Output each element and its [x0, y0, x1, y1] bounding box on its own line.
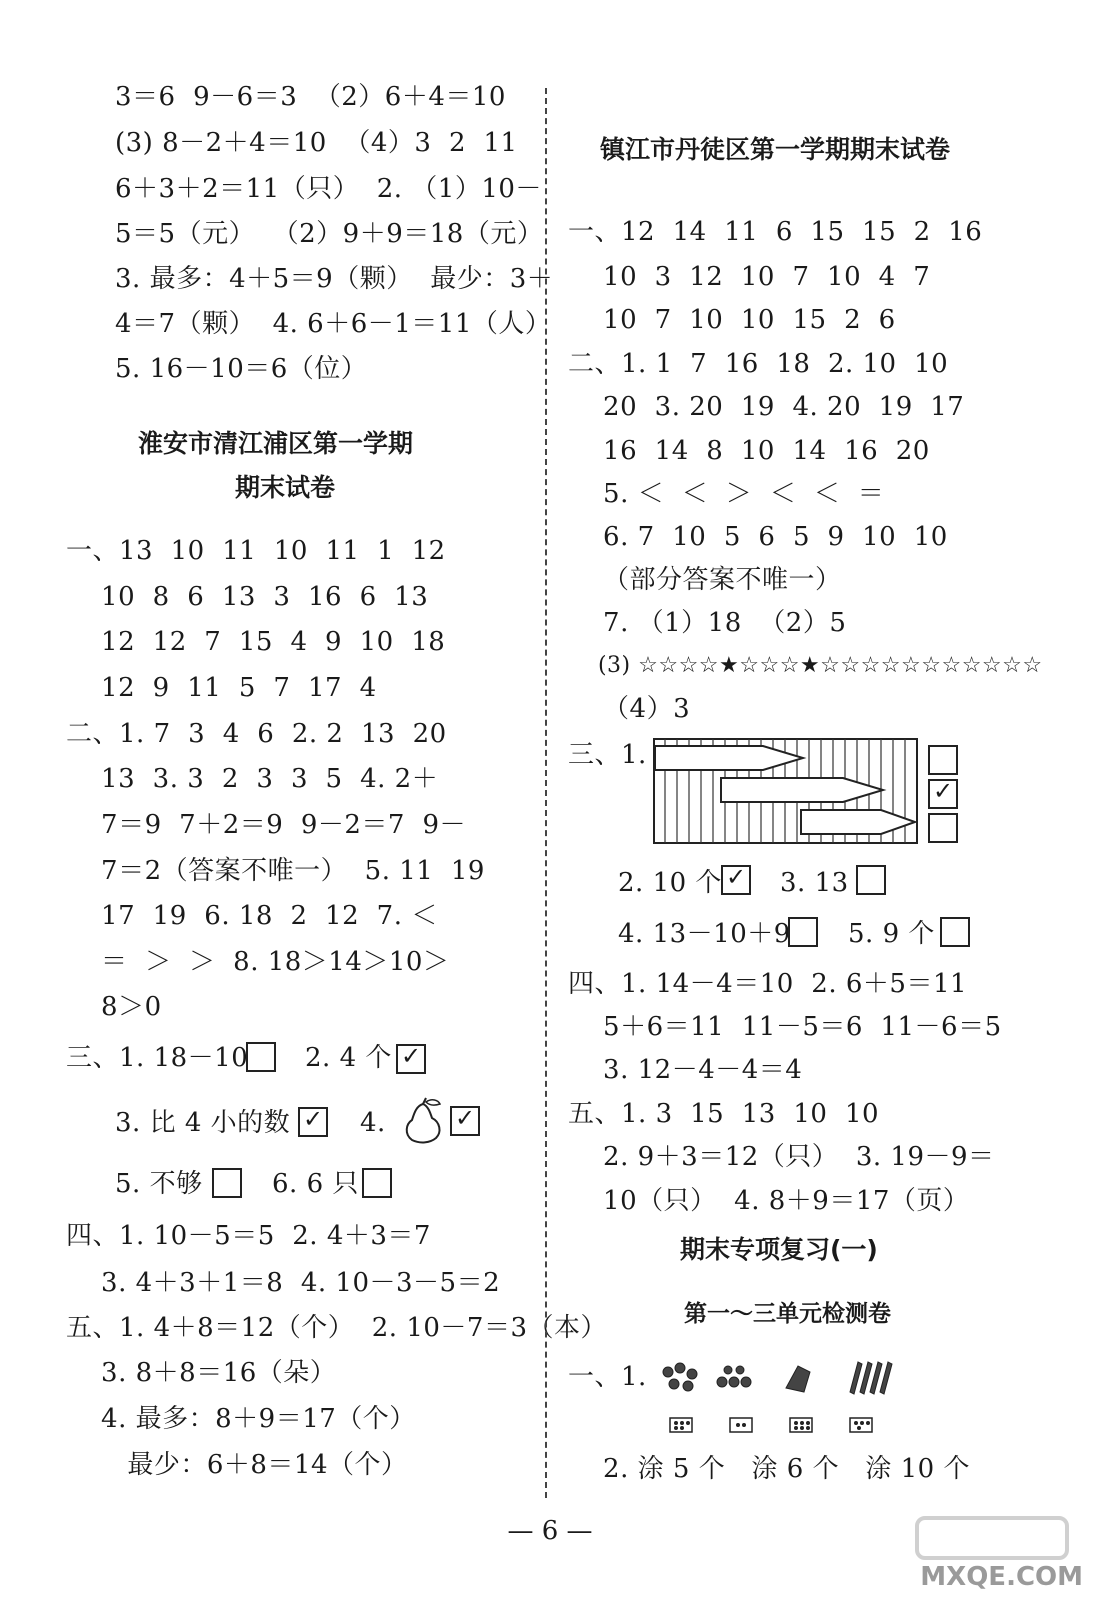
answer-line: 5. 16－10＝6（位）: [115, 354, 368, 384]
answer-line: 3. 12－4－4＝4: [568, 1055, 803, 1085]
answer-line: 13 3. 3 2 3 3 5 4. 2＋: [66, 764, 439, 794]
answer-line: 4＝7（颗） 4. 6＋6－1＝11（人）: [115, 309, 552, 339]
answer-line: 2. 9＋3＝12（只） 3. 19－9＝: [568, 1142, 995, 1172]
checked-box: [928, 779, 958, 809]
answer-line: 3. 4＋3＋1＝8 4. 10－3－5＝2: [66, 1268, 501, 1298]
pear-icon: [398, 1096, 448, 1144]
answer-line: 6. 7 10 5 6 5 9 10 10: [568, 522, 948, 552]
checked-box: [298, 1107, 328, 1137]
answer-line: 4. 13－10＋9: [618, 919, 791, 949]
answer-line: 16 14 8 10 14 16 20: [568, 436, 930, 466]
answer-box: [212, 1168, 242, 1198]
answer-line: （部分答案不唯一）: [568, 565, 842, 595]
review-title: 期末专项复习(一): [680, 1235, 878, 1264]
answer-line: 三、1.: [568, 740, 647, 770]
answer-line: 10（只） 4. 8＋9＝17（页）: [568, 1186, 970, 1216]
answer-box: [788, 917, 818, 947]
answer-line: 2. 10 个: [618, 868, 722, 898]
answer-line: 10 7 10 10 15 2 6: [568, 305, 896, 335]
section-title: 淮安市清江浦区第一学期: [138, 429, 414, 458]
answer-line: 7. （1）18 （2）5: [568, 608, 847, 638]
answer-box: [928, 813, 958, 843]
answer-line: 3. 8＋8＝16（朵）: [66, 1358, 337, 1388]
answer-line: 4. 最多：8＋9＝17（个）: [66, 1404, 416, 1434]
answer-line: 5. ＜ ＜ ＞ ＜ ＜ ＝: [568, 479, 885, 509]
answer-line: 3＝6 9－6＝3 （2）6＋4＝10: [115, 82, 506, 112]
answer-line: (3) ☆☆☆☆★☆☆☆★☆☆☆☆☆☆☆☆☆☆☆: [568, 653, 1043, 678]
answer-line: 6＋3＋2＝11（只） 2. （1）10－: [115, 174, 542, 204]
checked-box: [396, 1044, 426, 1074]
answer-line: 3. 最多：4＋5＝9（颗） 最少：3＋: [115, 264, 554, 294]
counting-pictures: [658, 1358, 898, 1398]
answer-line: 17 19 6. 18 2 12 7. ＜: [66, 901, 438, 931]
pencil-comparison-figure: [653, 738, 923, 848]
answer-line: 二、1. 7 3 4 6 2. 2 13 20: [66, 719, 447, 749]
answer-line: 7＝9 7＋2＝9 9－2＝7 9－: [66, 810, 467, 840]
answer-line: 五、1. 4＋8＝12（个） 2. 10－7＝3（本）: [66, 1313, 608, 1343]
checked-box: [721, 865, 751, 895]
answer-box: [928, 745, 958, 775]
answer-box: [856, 865, 886, 895]
answer-line: 2. 涂 5 个 涂 6 个 涂 10 个: [568, 1454, 970, 1484]
answer-line: 5＝5（元） （2）9＋9＝18（元）: [115, 219, 544, 249]
checked-box: [450, 1106, 480, 1136]
unit-title: 第一～三单元检测卷: [684, 1301, 891, 1327]
answer-line: 12 9 11 5 7 17 4: [66, 673, 377, 703]
answer-line: 12 12 7 15 4 9 10 18: [66, 627, 446, 657]
section-title: 镇江市丹徒区第一学期期末试卷: [600, 135, 951, 164]
answer-line: ＝ ＞ ＞ 8. 18＞14＞10＞: [66, 947, 450, 977]
answer-line: （4）3: [568, 694, 691, 724]
dot-cards: [668, 1416, 888, 1438]
answer-line: 四、1. 10－5＝5 2. 4＋3＝7: [66, 1221, 431, 1251]
answer-line: (3) 8－2＋4＝10 （4）3 2 11: [115, 128, 518, 158]
answer-line: 3. 13: [780, 868, 849, 898]
answer-line: 5. 9 个: [848, 919, 935, 949]
answer-line: 四、1. 14－4＝10 2. 6＋5＝11: [568, 969, 968, 999]
answer-line: 一、12 14 11 6 15 15 2 16: [568, 217, 983, 247]
column-divider: [545, 88, 547, 1498]
answer-line: 8＞0: [66, 992, 162, 1022]
answer-line: 5＋6＝11 11－5＝6 11－6＝5: [568, 1012, 1002, 1042]
answer-line: 7＝2（答案不唯一） 5. 11 19: [66, 856, 485, 886]
answer-line: 20 3. 20 19 4. 20 19 17: [568, 392, 965, 422]
section-subtitle: 期末试卷: [235, 473, 336, 502]
answer-box: [940, 917, 970, 947]
answer-box: [362, 1168, 392, 1198]
watermark-text: MXQE.COM: [920, 1562, 1083, 1592]
answer-line: 3. 比 4 小的数: [115, 1108, 291, 1138]
answer-line: 6. 6 只: [272, 1169, 359, 1199]
answer-line: 最少：6＋8＝14（个）: [66, 1450, 408, 1480]
answer-line: 五、1. 3 15 13 10 10: [568, 1099, 880, 1129]
page-number: — 6 —: [507, 1516, 593, 1546]
answer-line: 10 8 6 13 3 16 6 13: [66, 582, 429, 612]
answer-line: 2. 4 个: [305, 1043, 392, 1073]
answer-line: 一、1.: [568, 1362, 647, 1392]
answer-line: 一、13 10 11 10 11 1 12: [66, 536, 446, 566]
answer-line: 10 3 12 10 7 10 4 7: [568, 262, 931, 292]
answer-line: 三、1. 18－10: [66, 1043, 249, 1073]
answer-line: 4.: [360, 1108, 386, 1138]
answer-box: [246, 1042, 276, 1072]
answer-line: 二、1. 1 7 16 18 2. 10 10: [568, 349, 949, 379]
answer-line: 5. 不够: [115, 1169, 203, 1199]
